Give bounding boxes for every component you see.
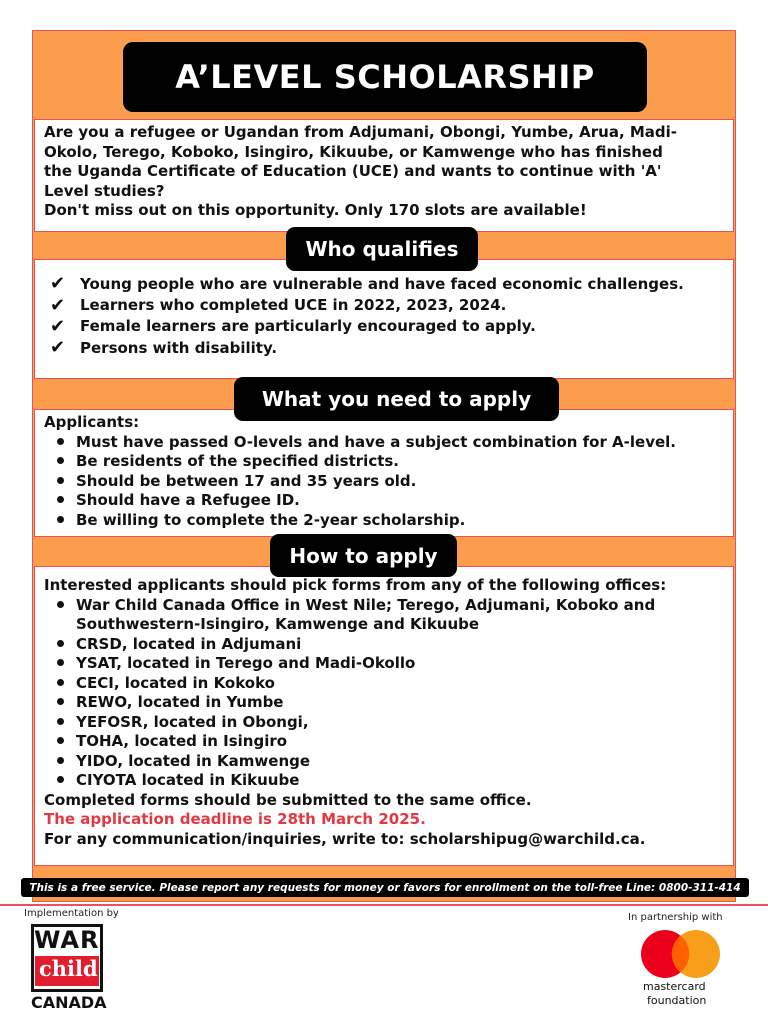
list-item: YIDO, located in Kamwenge [44,752,729,772]
checkmark-icon: ✔ [50,273,66,295]
bullet-icon [57,776,64,783]
how-intro: Interested applicants should pick forms from any of the following offices: [44,576,667,594]
offices-list [44,596,729,791]
logo-text: CANADA [31,993,107,1012]
logo-text: child [39,956,98,981]
bullet-icon [57,496,64,503]
footer-divider [0,904,768,906]
implementation-label: Implementation by [24,908,119,919]
list-item: YEFOSR, located in Obongi, [44,713,729,733]
list-item: Be residents of the specified districts. [44,452,729,472]
bullet-icon [57,718,64,725]
qualifies-list [50,273,730,359]
bullet-icon [57,659,64,666]
list-item: Should have a Refugee ID. [44,491,729,511]
bullet-icon [57,601,64,608]
list-item: ✔ Young people who are vulnerable and have faced economic challenges. [50,273,684,295]
contact-text: For any communication/inquiries, write to: scholarshipug@warchild.ca. [44,829,646,848]
submit-text: Completed forms should be submitted to the same office. [44,790,532,809]
deadline-text: The application deadline is 28th March 2025. [44,810,426,828]
logo-text: WAR [34,926,100,954]
checkmark-icon: ✔ [50,315,66,337]
how-heading: How to apply [270,534,457,577]
mastercard-circles-icon [634,930,730,978]
list-item: War Child Canada Office in West Nile; Terego, Adjumani, Koboko and Southwestern-Isingiro, Kamwenge and Kikuube [44,596,729,635]
intro-text [44,123,726,221]
qualifies-heading: Who qualifies [286,227,478,271]
bullet-icon [57,640,64,647]
page-title: A’LEVEL SCHOLARSHIP [123,42,647,112]
list-item: CRSD, located in Adjumani [44,635,729,655]
bullet-icon [57,737,64,744]
bullet-icon [57,516,64,523]
logo-text: mastercard [643,980,706,993]
list-item: YSAT, located in Terego and Madi-Okollo [44,654,729,674]
list-item: ✔ Learners who completed UCE in 2022, 2023, 2024. [50,294,507,316]
list-item: REWO, located in Yumbe [44,693,729,713]
intro-line: the Uganda Certificate of Education (UCE) and wants to continue with 'A' [44,162,662,180]
checkmark-icon: ✔ [50,337,66,359]
requirements-heading: What you need to apply [234,377,559,421]
how-content [44,576,729,849]
bullet-icon [57,679,64,686]
intro-line: Level studies? [44,181,165,200]
list-item: Should be between 17 and 35 years old. [44,472,729,492]
bullet-icon [57,757,64,764]
list-item: TOHA, located in Isingiro [44,732,729,752]
list-item: CIYOTA located in Kikuube [44,771,729,791]
footer-notice: This is a free service. Please report any requests for money or favors for enrollment on the toll-free Line: 0800-311-414 [21,878,749,897]
partner-label: In partnership with [628,912,723,923]
list-item: ✔ Female learners are particularly encouraged to apply. [50,315,536,337]
list-item: ✔ Persons with disability. [50,337,278,359]
bullet-icon [57,457,64,464]
list-item: Be willing to complete the 2-year scholarship. [44,511,729,531]
mastercard-logo [634,930,730,1016]
warchild-logo [31,924,107,1014]
checkmark-icon: ✔ [50,294,66,316]
requirements-list [44,433,729,531]
intro-line: Don't miss out on this opportunity. Only 170 slots are available! [44,201,587,219]
list-item: CECI, located in Kokoko [44,674,729,694]
requirements-intro: Applicants: [44,413,140,431]
bullet-icon [57,477,64,484]
logo-text: foundation [647,994,707,1007]
requirements-content [44,413,729,530]
intro-line: Okolo, Terego, Koboko, Isingiro, Kikuube, or Kamwenge who has finished [44,142,663,161]
list-item: Must have passed O-levels and have a subject combination for A-level. [44,433,729,453]
intro-line: Are you a refugee or Ugandan from Adjumani, Obongi, Yumbe, Arua, Madi- [44,123,678,141]
bullet-icon [57,698,64,705]
bullet-icon [57,438,64,445]
